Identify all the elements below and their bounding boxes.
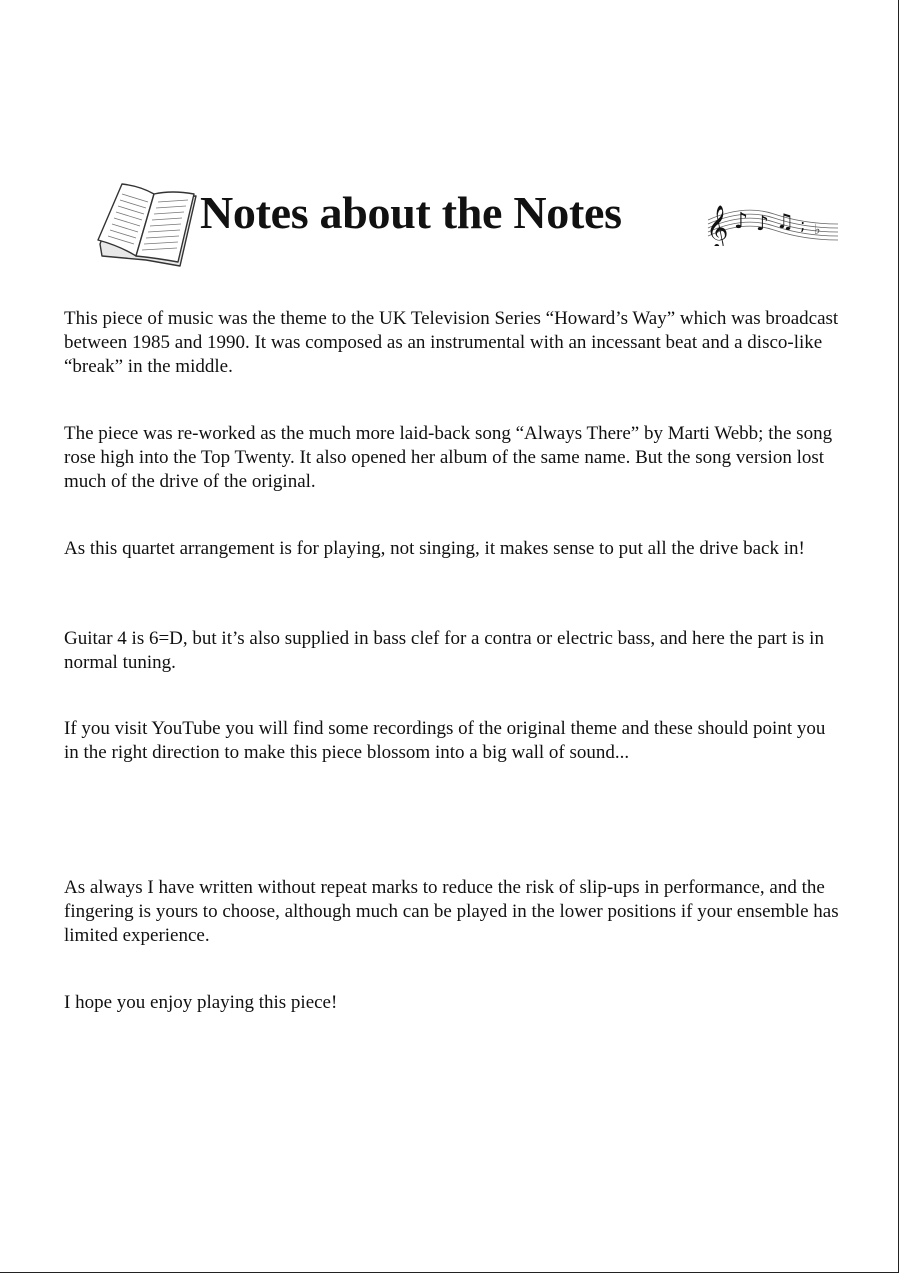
music-notes-icon [704,190,840,246]
paragraph-guitar-4: Guitar 4 is 6=D, but it’s also supplied in bass clef for a contra or electric bass, and here the part is in normal tuning. [64,628,824,673]
paragraph-closing: I hope you enjoy playing this piece! [64,992,338,1013]
svg-text:♪: ♪ [734,209,749,234]
paragraph-quartet: As this quartet arrangement is for playing, not singing, it makes sense to put all the drive back in! [64,538,805,559]
paragraph-youtube: If you visit YouTube you will find some recordings of the original theme and these should point you in the right direction to make this piece blossom into a big wall of sound... [64,718,826,763]
paragraph-song-version: The piece was re-worked as the much more laid-back song “Always There” by Marti Webb; the song rose high into the Top Twenty. It also opened her album of the same name. But the song version lost much of the drive of the original. [64,423,833,492]
svg-text:;: ; [800,215,806,234]
svg-text:𝄞: 𝄞 [706,205,729,246]
svg-text:♪: ♪ [756,211,769,235]
paragraph-repeat-marks: As always I have written without repeat marks to reduce the risk of slip-ups in performance, and the fingering is yours to choose, although much can be played in the lower positions if your ensemble has limited experience. [64,877,839,946]
open-book-icon [92,180,204,272]
svg-text:♭: ♭ [814,222,821,238]
page-header [92,176,842,276]
svg-text:♫: ♫ [776,209,794,233]
paragraph-intro: This piece of music was the theme to the UK Television Series “Howard’s Way” which was broadcast between 1985 and 1990. It was composed as an instrumental with an incessant beat and a disco-like “break” in the middle. [64,308,839,377]
page-title: Notes about the Notes [200,187,622,238]
